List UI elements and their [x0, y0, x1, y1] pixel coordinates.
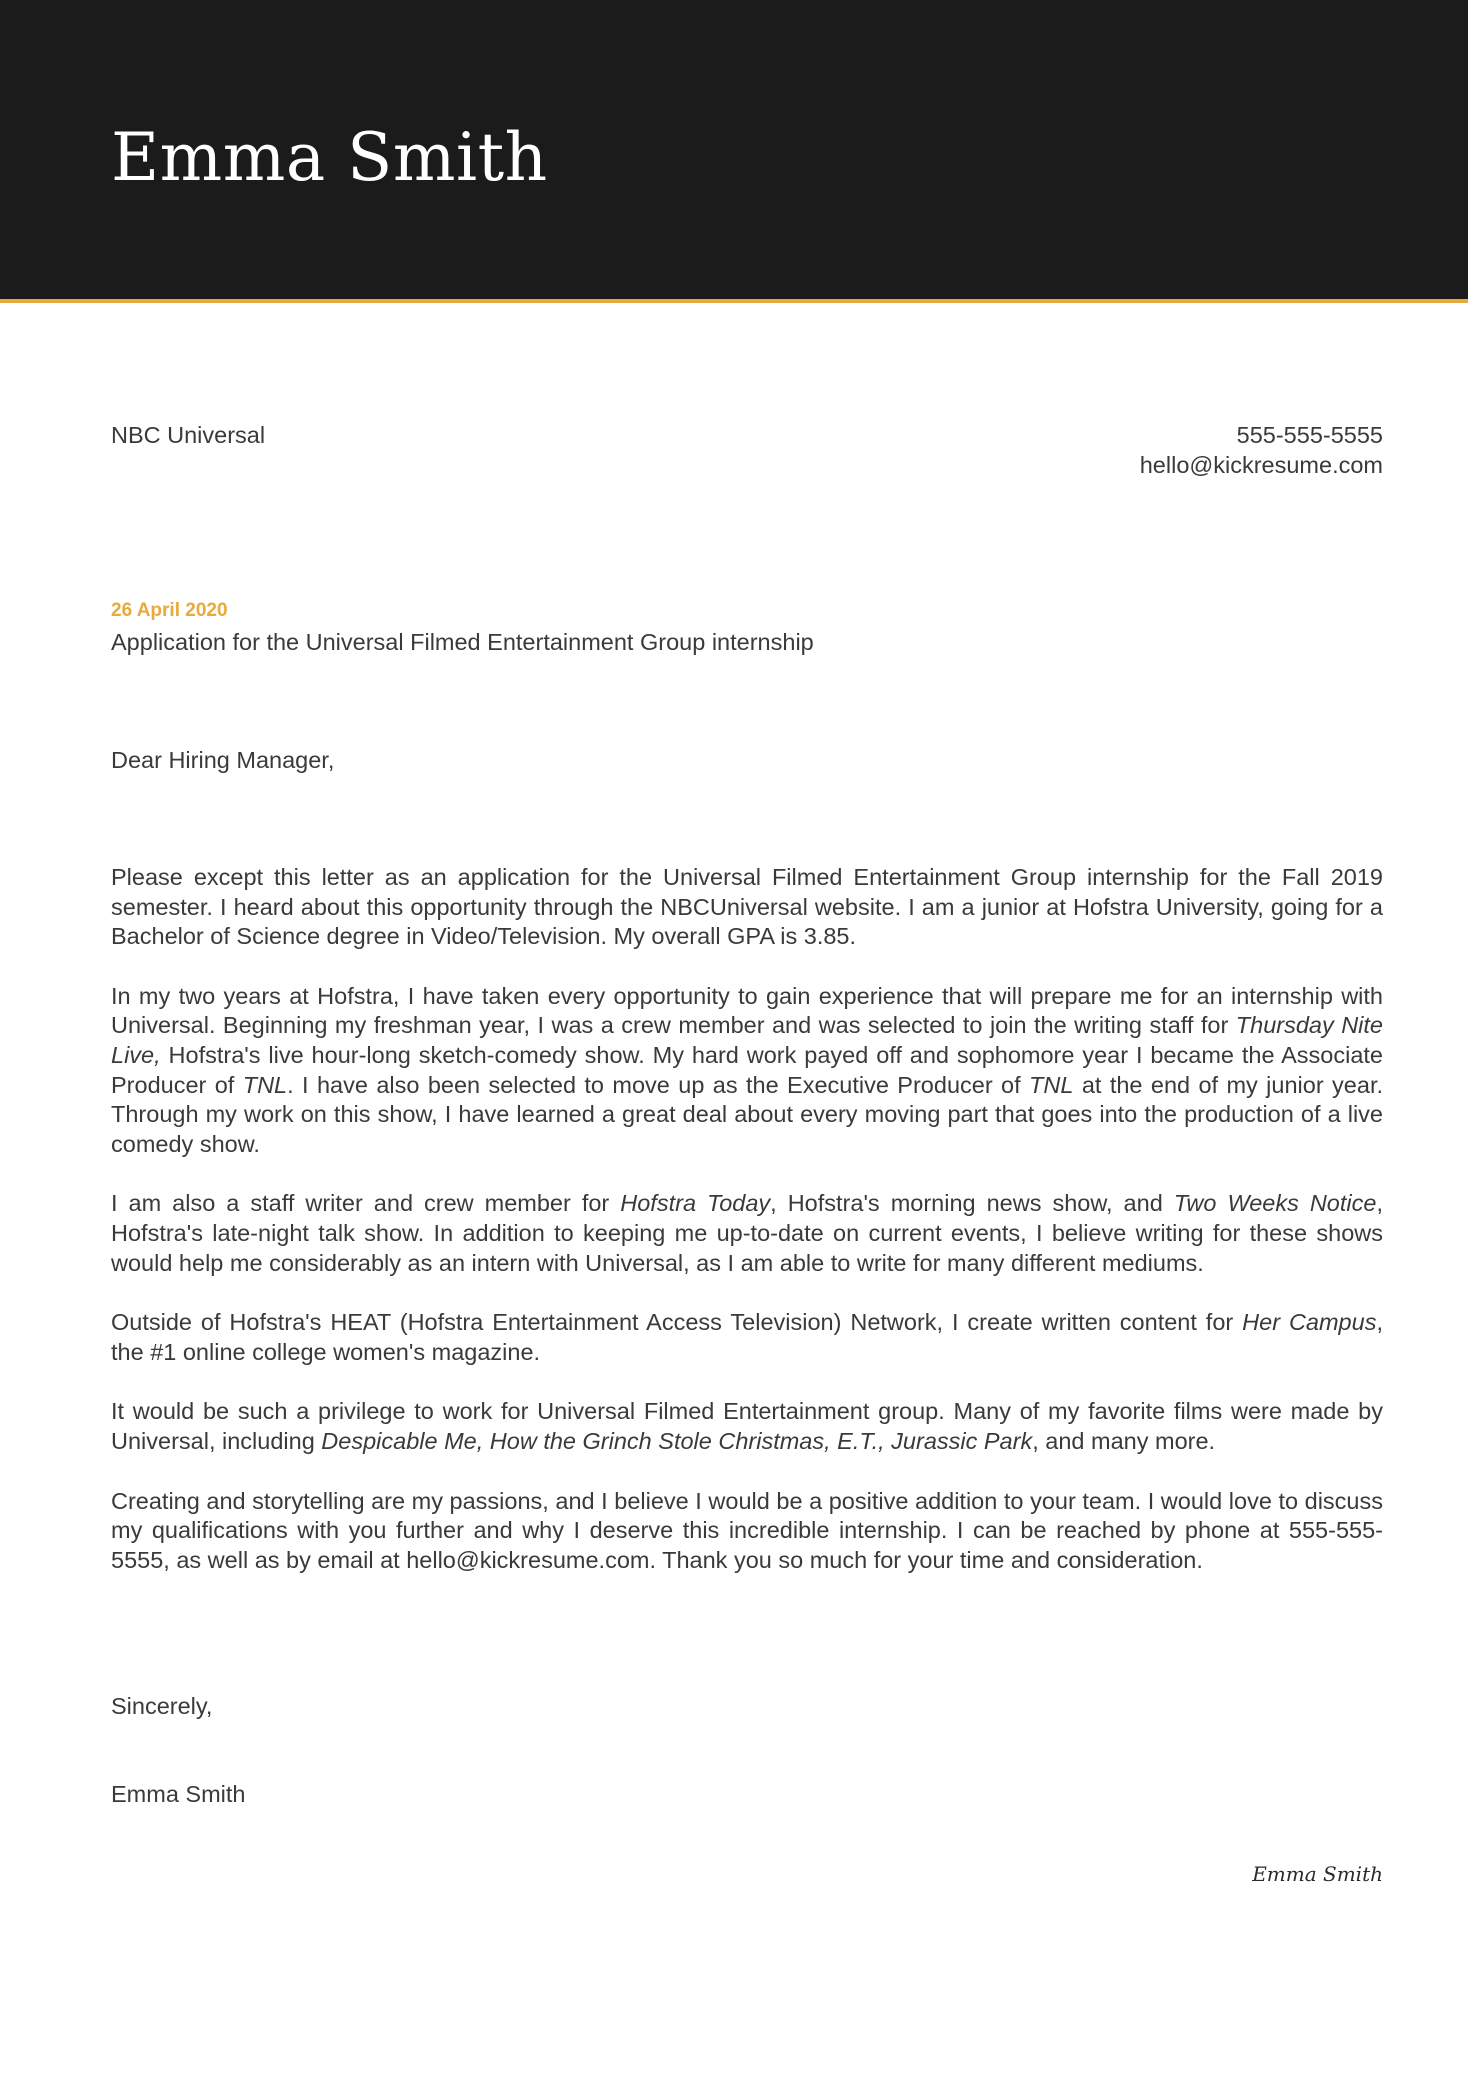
- paragraph-text: In my two years at Hofstra, I have taken every opportunity to gain experience that will prepare me for an internship with Universal. Beginning my freshman year, I was a crew member and was selected to join the writing staff for: [111, 982, 1383, 1039]
- show-title: Hofstra Today: [620, 1190, 771, 1217]
- contact-email: hello@kickresume.com: [1139, 452, 1383, 478]
- show-title: TNL: [242, 1071, 288, 1098]
- paragraph-2: [111, 982, 1383, 1160]
- contact-block: [1140, 420, 1383, 480]
- salutation: Dear Hiring Manager,: [111, 747, 335, 773]
- contact-phone: 555-555-5555: [1236, 422, 1383, 448]
- film-titles: Despicable Me, How the Grinch Stole Christmas, E.T., Jurassic Park: [321, 1427, 1033, 1454]
- applicant-name: Emma Smith: [111, 119, 548, 196]
- paragraph-6: Creating and storytelling are my passions, and I believe I would be a positive addition to your team. I would love to discuss my qualifications with you further and why I deserve this incredible internship. I can be reached by phone at 555-555-5555, as well as by email at hello@kickresume.com. Thank you so much for your time and consideration.: [111, 1487, 1383, 1573]
- letter-subject: Application for the Universal Filmed Entertainment Group internship: [111, 629, 814, 655]
- recipient-company: NBC Universal: [111, 422, 266, 448]
- show-title: Two Weeks Notice: [1173, 1190, 1377, 1217]
- letter-body: [111, 863, 1383, 1575]
- show-title: TNL: [1029, 1071, 1074, 1098]
- closing: Sincerely,: [111, 1693, 213, 1719]
- paragraph-text: It would be such a privilege to work for Universal Filmed Entertainment group. Many of my favorite films were made by Universal, including: [111, 1398, 1383, 1454]
- handwritten-signature: Emma Smith: [1252, 1862, 1383, 1886]
- paragraph-5: [111, 1397, 1383, 1456]
- paragraph-4: [111, 1308, 1383, 1367]
- paragraph-text: Outside of Hofstra's HEAT (Hofstra Entertainment Access Television) Network, I create written content for: [111, 1309, 1243, 1336]
- paragraph-text: at the end of my junior year. Through my work on this show, I have learned a great deal about every moving part that goes into the production of a live comedy show.: [111, 1071, 1383, 1157]
- paragraph-1: Please except this letter as an application for the Universal Filmed Entertainment Group internship for the Fall 2019 semester. I heard about this opportunity through the NBCUniversal website. I am a junior at Hofstra University, going for a Bachelor of Science degree in Video/Television. My overall GPA is 3.85.: [111, 864, 1383, 950]
- paragraph-text: . I have also been selected to move up as the Executive Producer of: [287, 1071, 1030, 1098]
- paragraph-text: , and many more.: [1032, 1427, 1216, 1454]
- paragraph-text: Hofstra's live hour-long sketch-comedy show. My hard work payed off and sophomore year I became the Associate Producer of: [111, 1041, 1383, 1098]
- paragraph-text: I am also a staff writer and crew member for: [111, 1190, 621, 1217]
- show-title: Thursday Nite Live,: [111, 1012, 1383, 1068]
- paragraph-text: , the #1 online college women's magazine.: [111, 1309, 1383, 1365]
- header-accent-line: [0, 299, 1468, 303]
- signer-name: Emma Smith: [111, 1781, 246, 1807]
- publication-title: Her Campus: [1242, 1309, 1377, 1336]
- paragraph-text: , Hofstra's late-night talk show. In addition to keeping me up-to-date on current events, I believe writing for these shows would help me considerably as an intern with Universal, as I am able to write for many different mediums.: [111, 1190, 1383, 1276]
- paragraph-3: [111, 1189, 1383, 1278]
- paragraph-text: , Hofstra's morning news show, and: [770, 1190, 1174, 1217]
- letter-date: 26 April 2020: [111, 600, 228, 621]
